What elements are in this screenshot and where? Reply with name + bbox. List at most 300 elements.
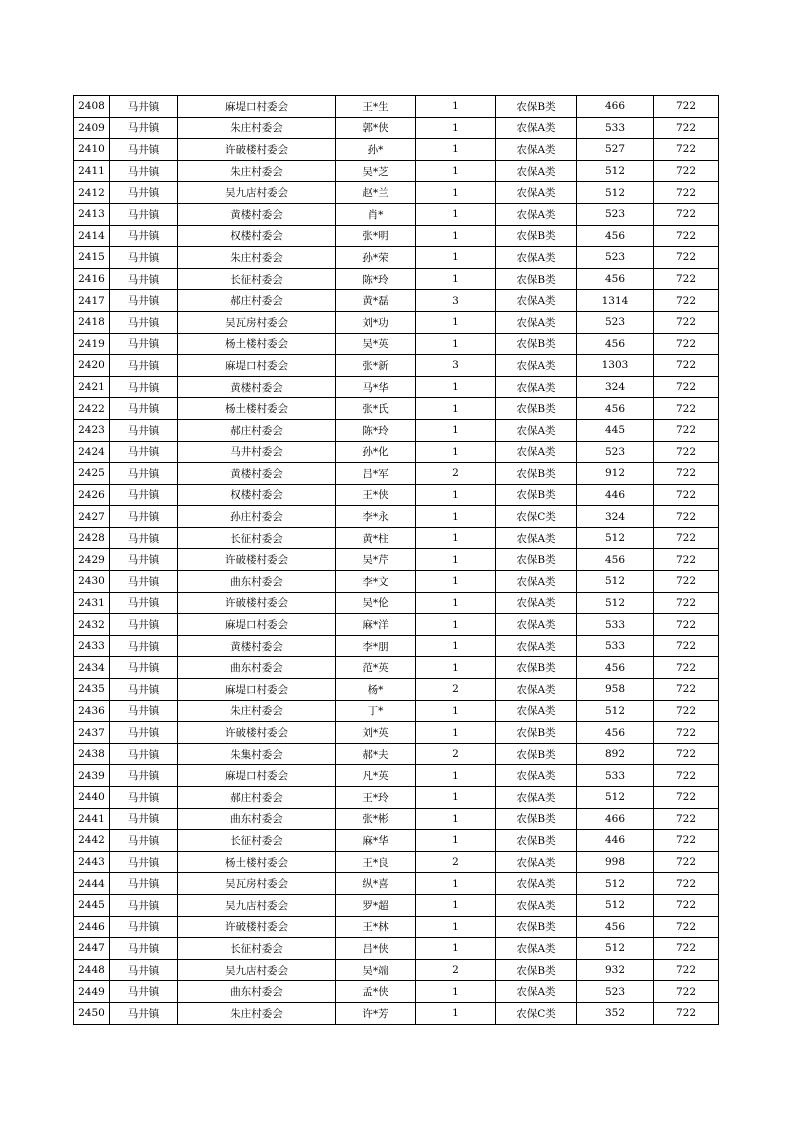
town-cell: 马井镇 [110, 679, 178, 701]
insurance-type-cell: 农保A类 [496, 700, 577, 722]
table-row [74, 182, 719, 204]
village-committee-cell: 许破楼村委会 [178, 549, 336, 571]
table-row [74, 398, 719, 420]
row-number-cell: 2409 [74, 117, 110, 139]
amount-cell: 523 [577, 441, 654, 463]
household-count-cell: 2 [416, 463, 496, 485]
amount-cell: 324 [577, 376, 654, 398]
standard-cell: 722 [654, 938, 719, 960]
name-cell: 吴*英 [336, 333, 416, 355]
insurance-type-cell: 农保A类 [496, 355, 577, 377]
name-cell: 赵*兰 [336, 182, 416, 204]
village-committee-cell: 曲东村委会 [178, 808, 336, 830]
row-number-cell: 2443 [74, 851, 110, 873]
standard-cell: 722 [654, 290, 719, 312]
town-cell: 马井镇 [110, 463, 178, 485]
table-row [74, 117, 719, 139]
amount-cell: 523 [577, 981, 654, 1003]
table-row [74, 311, 719, 333]
table-row [74, 635, 719, 657]
name-cell: 麻*华 [336, 830, 416, 852]
household-count-cell: 1 [416, 808, 496, 830]
amount-cell: 456 [577, 916, 654, 938]
village-committee-cell: 朱庄村委会 [178, 117, 336, 139]
village-committee-cell: 朱庄村委会 [178, 160, 336, 182]
town-cell: 马井镇 [110, 419, 178, 441]
row-number-cell: 2433 [74, 635, 110, 657]
amount-cell: 446 [577, 830, 654, 852]
table-row [74, 959, 719, 981]
household-count-cell: 3 [416, 355, 496, 377]
insurance-type-cell: 农保A类 [496, 894, 577, 916]
standard-cell: 722 [654, 355, 719, 377]
town-cell: 马井镇 [110, 981, 178, 1003]
amount-cell: 512 [577, 894, 654, 916]
insurance-type-cell: 农保C类 [496, 1002, 577, 1024]
table-row [74, 916, 719, 938]
table-row [74, 549, 719, 571]
village-committee-cell: 马井村委会 [178, 441, 336, 463]
household-count-cell: 1 [416, 225, 496, 247]
table-row [74, 571, 719, 593]
table-row [74, 247, 719, 269]
town-cell: 马井镇 [110, 700, 178, 722]
standard-cell: 722 [654, 441, 719, 463]
town-cell: 马井镇 [110, 571, 178, 593]
village-committee-cell: 曲东村委会 [178, 981, 336, 1003]
standard-cell: 722 [654, 657, 719, 679]
row-number-cell: 2424 [74, 441, 110, 463]
insurance-type-cell: 农保A类 [496, 787, 577, 809]
name-cell: 麻*洋 [336, 614, 416, 636]
insurance-type-cell: 农保A类 [496, 527, 577, 549]
row-number-cell: 2418 [74, 311, 110, 333]
town-cell: 马井镇 [110, 441, 178, 463]
village-committee-cell: 麻堤口村委会 [178, 765, 336, 787]
household-count-cell: 1 [416, 592, 496, 614]
row-number-cell: 2415 [74, 247, 110, 269]
standard-cell: 722 [654, 203, 719, 225]
table-row [74, 290, 719, 312]
table-row [74, 851, 719, 873]
household-count-cell: 1 [416, 441, 496, 463]
name-cell: 罗*超 [336, 894, 416, 916]
household-count-cell: 3 [416, 290, 496, 312]
insurance-type-cell: 农保A类 [496, 614, 577, 636]
insurance-type-cell: 农保B类 [496, 657, 577, 679]
household-count-cell: 1 [416, 981, 496, 1003]
name-cell: 王*良 [336, 851, 416, 873]
name-cell: 陈*玲 [336, 268, 416, 290]
table-row [74, 592, 719, 614]
standard-cell: 722 [654, 527, 719, 549]
row-number-cell: 2434 [74, 657, 110, 679]
row-number-cell: 2428 [74, 527, 110, 549]
name-cell: 黄*柱 [336, 527, 416, 549]
town-cell: 马井镇 [110, 290, 178, 312]
village-committee-cell: 许破楼村委会 [178, 139, 336, 161]
household-count-cell: 1 [416, 484, 496, 506]
standard-cell: 722 [654, 398, 719, 420]
name-cell: 范*英 [336, 657, 416, 679]
village-committee-cell: 权楼村委会 [178, 484, 336, 506]
town-cell: 马井镇 [110, 743, 178, 765]
standard-cell: 722 [654, 484, 719, 506]
standard-cell: 722 [654, 311, 719, 333]
town-cell: 马井镇 [110, 247, 178, 269]
town-cell: 马井镇 [110, 160, 178, 182]
row-number-cell: 2423 [74, 419, 110, 441]
amount-cell: 456 [577, 333, 654, 355]
household-count-cell: 1 [416, 549, 496, 571]
household-count-cell: 2 [416, 851, 496, 873]
town-cell: 马井镇 [110, 916, 178, 938]
amount-cell: 533 [577, 635, 654, 657]
row-number-cell: 2422 [74, 398, 110, 420]
standard-cell: 722 [654, 571, 719, 593]
insurance-type-cell: 农保A类 [496, 203, 577, 225]
row-number-cell: 2437 [74, 722, 110, 744]
table-row [74, 873, 719, 895]
town-cell: 马井镇 [110, 614, 178, 636]
standard-cell: 722 [654, 959, 719, 981]
standard-cell: 722 [654, 765, 719, 787]
household-count-cell: 1 [416, 376, 496, 398]
beneficiary-table [73, 95, 719, 1025]
name-cell: 杨* [336, 679, 416, 701]
standard-cell: 722 [654, 376, 719, 398]
name-cell: 张*彬 [336, 808, 416, 830]
amount-cell: 512 [577, 527, 654, 549]
village-committee-cell: 曲东村委会 [178, 657, 336, 679]
table-row [74, 722, 719, 744]
town-cell: 马井镇 [110, 398, 178, 420]
standard-cell: 722 [654, 419, 719, 441]
standard-cell: 722 [654, 549, 719, 571]
village-committee-cell: 吴九店村委会 [178, 182, 336, 204]
standard-cell: 722 [654, 916, 719, 938]
household-count-cell: 1 [416, 96, 496, 118]
standard-cell: 722 [654, 743, 719, 765]
household-count-cell: 1 [416, 1002, 496, 1024]
name-cell: 李*朋 [336, 635, 416, 657]
row-number-cell: 2440 [74, 787, 110, 809]
amount-cell: 932 [577, 959, 654, 981]
standard-cell: 722 [654, 808, 719, 830]
village-committee-cell: 黄楼村委会 [178, 635, 336, 657]
table-row [74, 355, 719, 377]
standard-cell: 722 [654, 160, 719, 182]
table-row [74, 808, 719, 830]
table-row [74, 700, 719, 722]
name-cell: 孙* [336, 139, 416, 161]
amount-cell: 958 [577, 679, 654, 701]
insurance-type-cell: 农保A类 [496, 873, 577, 895]
name-cell: 纵*喜 [336, 873, 416, 895]
village-committee-cell: 吴九店村委会 [178, 959, 336, 981]
name-cell: 孙*荣 [336, 247, 416, 269]
table-row [74, 981, 719, 1003]
insurance-type-cell: 农保A类 [496, 311, 577, 333]
name-cell: 郝*夫 [336, 743, 416, 765]
town-cell: 马井镇 [110, 139, 178, 161]
amount-cell: 466 [577, 808, 654, 830]
row-number-cell: 2425 [74, 463, 110, 485]
row-number-cell: 2430 [74, 571, 110, 593]
town-cell: 马井镇 [110, 808, 178, 830]
row-number-cell: 2442 [74, 830, 110, 852]
amount-cell: 456 [577, 722, 654, 744]
insurance-type-cell: 农保B类 [496, 484, 577, 506]
row-number-cell: 2412 [74, 182, 110, 204]
town-cell: 马井镇 [110, 635, 178, 657]
amount-cell: 523 [577, 203, 654, 225]
insurance-type-cell: 农保A类 [496, 419, 577, 441]
amount-cell: 1303 [577, 355, 654, 377]
town-cell: 马井镇 [110, 851, 178, 873]
standard-cell: 722 [654, 592, 719, 614]
village-committee-cell: 权楼村委会 [178, 225, 336, 247]
row-number-cell: 2427 [74, 506, 110, 528]
insurance-type-cell: 农保B类 [496, 959, 577, 981]
name-cell: 陈*玲 [336, 419, 416, 441]
household-count-cell: 1 [416, 873, 496, 895]
table-row [74, 203, 719, 225]
insurance-type-cell: 农保B类 [496, 225, 577, 247]
standard-cell: 722 [654, 506, 719, 528]
village-committee-cell: 吴瓦房村委会 [178, 311, 336, 333]
amount-cell: 512 [577, 938, 654, 960]
standard-cell: 722 [654, 268, 719, 290]
row-number-cell: 2449 [74, 981, 110, 1003]
standard-cell: 722 [654, 851, 719, 873]
insurance-type-cell: 农保A类 [496, 376, 577, 398]
table-row [74, 830, 719, 852]
amount-cell: 512 [577, 873, 654, 895]
name-cell: 吕*军 [336, 463, 416, 485]
table-row [74, 894, 719, 916]
row-number-cell: 2411 [74, 160, 110, 182]
name-cell: 丁* [336, 700, 416, 722]
town-cell: 马井镇 [110, 355, 178, 377]
insurance-type-cell: 农保B类 [496, 549, 577, 571]
row-number-cell: 2408 [74, 96, 110, 118]
amount-cell: 533 [577, 614, 654, 636]
household-count-cell: 1 [416, 765, 496, 787]
village-committee-cell: 朱庄村委会 [178, 1002, 336, 1024]
village-committee-cell: 杨土楼村委会 [178, 851, 336, 873]
name-cell: 王*侠 [336, 484, 416, 506]
table-row [74, 506, 719, 528]
insurance-type-cell: 农保B类 [496, 463, 577, 485]
table-row [74, 614, 719, 636]
insurance-type-cell: 农保A类 [496, 182, 577, 204]
household-count-cell: 1 [416, 635, 496, 657]
amount-cell: 523 [577, 311, 654, 333]
row-number-cell: 2413 [74, 203, 110, 225]
standard-cell: 722 [654, 247, 719, 269]
standard-cell: 722 [654, 635, 719, 657]
household-count-cell: 1 [416, 527, 496, 549]
table-row [74, 938, 719, 960]
village-committee-cell: 杨土楼村委会 [178, 333, 336, 355]
amount-cell: 446 [577, 484, 654, 506]
standard-cell: 722 [654, 679, 719, 701]
household-count-cell: 2 [416, 679, 496, 701]
village-committee-cell: 郝庄村委会 [178, 419, 336, 441]
insurance-type-cell: 农保B类 [496, 722, 577, 744]
household-count-cell: 1 [416, 268, 496, 290]
insurance-type-cell: 农保A类 [496, 592, 577, 614]
household-count-cell: 1 [416, 247, 496, 269]
standard-cell: 722 [654, 225, 719, 247]
town-cell: 马井镇 [110, 268, 178, 290]
name-cell: 吴*端 [336, 959, 416, 981]
town-cell: 马井镇 [110, 484, 178, 506]
name-cell: 王*林 [336, 916, 416, 938]
village-committee-cell: 杨土楼村委会 [178, 398, 336, 420]
town-cell: 马井镇 [110, 333, 178, 355]
standard-cell: 722 [654, 873, 719, 895]
amount-cell: 892 [577, 743, 654, 765]
village-committee-cell: 长征村委会 [178, 527, 336, 549]
amount-cell: 466 [577, 96, 654, 118]
table-row [74, 657, 719, 679]
amount-cell: 1314 [577, 290, 654, 312]
row-number-cell: 2429 [74, 549, 110, 571]
name-cell: 黄*磊 [336, 290, 416, 312]
insurance-type-cell: 农保B类 [496, 96, 577, 118]
table-row [74, 268, 719, 290]
amount-cell: 512 [577, 592, 654, 614]
table-row [74, 139, 719, 161]
row-number-cell: 2445 [74, 894, 110, 916]
row-number-cell: 2435 [74, 679, 110, 701]
row-number-cell: 2426 [74, 484, 110, 506]
amount-cell: 512 [577, 182, 654, 204]
row-number-cell: 2432 [74, 614, 110, 636]
insurance-type-cell: 农保B类 [496, 398, 577, 420]
standard-cell: 722 [654, 787, 719, 809]
table-row [74, 743, 719, 765]
insurance-type-cell: 农保A类 [496, 635, 577, 657]
town-cell: 马井镇 [110, 722, 178, 744]
household-count-cell: 1 [416, 722, 496, 744]
name-cell: 凡*英 [336, 765, 416, 787]
town-cell: 马井镇 [110, 894, 178, 916]
village-committee-cell: 孙庄村委会 [178, 506, 336, 528]
standard-cell: 722 [654, 981, 719, 1003]
village-committee-cell: 长征村委会 [178, 830, 336, 852]
household-count-cell: 2 [416, 743, 496, 765]
insurance-type-cell: 农保A类 [496, 441, 577, 463]
village-committee-cell: 吴九店村委会 [178, 894, 336, 916]
standard-cell: 722 [654, 722, 719, 744]
row-number-cell: 2448 [74, 959, 110, 981]
standard-cell: 722 [654, 117, 719, 139]
household-count-cell: 1 [416, 398, 496, 420]
name-cell: 许*芳 [336, 1002, 416, 1024]
town-cell: 马井镇 [110, 959, 178, 981]
insurance-type-cell: 农保A类 [496, 247, 577, 269]
town-cell: 马井镇 [110, 592, 178, 614]
standard-cell: 722 [654, 182, 719, 204]
village-committee-cell: 黄楼村委会 [178, 203, 336, 225]
standard-cell: 722 [654, 894, 719, 916]
village-committee-cell: 郝庄村委会 [178, 787, 336, 809]
town-cell: 马井镇 [110, 527, 178, 549]
village-committee-cell: 郝庄村委会 [178, 290, 336, 312]
standard-cell: 722 [654, 96, 719, 118]
table-body [74, 96, 719, 1025]
amount-cell: 456 [577, 657, 654, 679]
insurance-type-cell: 农保A类 [496, 290, 577, 312]
table-row [74, 333, 719, 355]
insurance-type-cell: 农保A类 [496, 117, 577, 139]
name-cell: 吕*侠 [336, 938, 416, 960]
name-cell: 吴*伦 [336, 592, 416, 614]
insurance-type-cell: 农保A类 [496, 679, 577, 701]
name-cell: 吴*芹 [336, 549, 416, 571]
insurance-type-cell: 农保A类 [496, 139, 577, 161]
row-number-cell: 2421 [74, 376, 110, 398]
row-number-cell: 2417 [74, 290, 110, 312]
name-cell: 郭*侠 [336, 117, 416, 139]
table-row [74, 441, 719, 463]
name-cell: 王*玲 [336, 787, 416, 809]
household-count-cell: 1 [416, 700, 496, 722]
name-cell: 刘*英 [336, 722, 416, 744]
standard-cell: 722 [654, 1002, 719, 1024]
amount-cell: 352 [577, 1002, 654, 1024]
insurance-type-cell: 农保B类 [496, 916, 577, 938]
village-committee-cell: 朱庄村委会 [178, 247, 336, 269]
town-cell: 马井镇 [110, 549, 178, 571]
standard-cell: 722 [654, 463, 719, 485]
village-committee-cell: 朱庄村委会 [178, 700, 336, 722]
village-committee-cell: 麻堤口村委会 [178, 355, 336, 377]
table-row [74, 765, 719, 787]
household-count-cell: 1 [416, 571, 496, 593]
amount-cell: 456 [577, 225, 654, 247]
row-number-cell: 2439 [74, 765, 110, 787]
name-cell: 张*明 [336, 225, 416, 247]
standard-cell: 722 [654, 830, 719, 852]
household-count-cell: 1 [416, 894, 496, 916]
village-committee-cell: 许破楼村委会 [178, 916, 336, 938]
amount-cell: 456 [577, 268, 654, 290]
name-cell: 马*华 [336, 376, 416, 398]
town-cell: 马井镇 [110, 873, 178, 895]
household-count-cell: 1 [416, 117, 496, 139]
name-cell: 李*文 [336, 571, 416, 593]
household-count-cell: 2 [416, 959, 496, 981]
row-number-cell: 2420 [74, 355, 110, 377]
amount-cell: 512 [577, 787, 654, 809]
table-row [74, 679, 719, 701]
village-committee-cell: 黄楼村委会 [178, 376, 336, 398]
town-cell: 马井镇 [110, 787, 178, 809]
row-number-cell: 2441 [74, 808, 110, 830]
town-cell: 马井镇 [110, 96, 178, 118]
amount-cell: 456 [577, 549, 654, 571]
insurance-type-cell: 农保A类 [496, 765, 577, 787]
table-row [74, 419, 719, 441]
town-cell: 马井镇 [110, 182, 178, 204]
table-row [74, 160, 719, 182]
village-committee-cell: 麻堤口村委会 [178, 96, 336, 118]
amount-cell: 324 [577, 506, 654, 528]
